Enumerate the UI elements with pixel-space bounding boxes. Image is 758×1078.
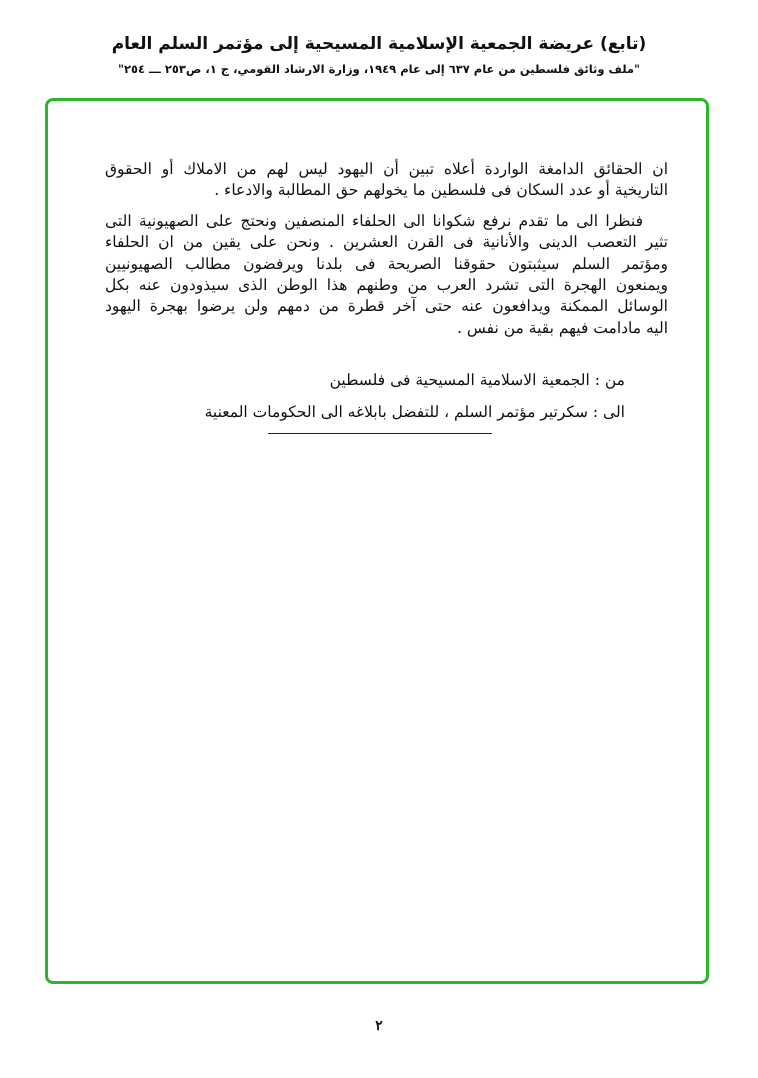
paragraph-2-line: فنظرا الى ما تقدم نرفع شكوانا الى الحلفاء المنصفين ونحتج على الصهيونية التى — [105, 212, 643, 230]
paragraph-1-line: التاريخية أو عدد السكان فى فلسطين ما يخولهم حق المطالبة والادعاء . — [214, 181, 668, 199]
to-line: الى : سكرتير مؤتمر السلم ، للتفضل بابلاغه الى الحكومات المعنية — [204, 403, 625, 421]
paragraph-2-line: ويمنعون الهجرة التى تشرد العرب من وطنهم هذا الوطن الذى سيذودون عنه بكل — [105, 276, 668, 294]
paragraph-2-line: الوسائل الممكنة ويدافعون عنه حتى آخر قطرة من دمهم ولن يرضوا بهجرة اليهود — [105, 297, 668, 315]
paragraph-2-line: اليه مادامت فيهم بقية من نفس . — [457, 319, 668, 337]
paragraph-2-line: تثير التعصب الدينى والأنانية فى القرن العشرين . ونحن على يقين من ان الحلفاء — [105, 233, 668, 251]
divider — [268, 433, 492, 434]
document-frame — [45, 98, 709, 984]
source-citation: "ملف وثائق فلسطين من عام ٦٣٧ إلى عام ١٩٤٩، وزارة الارشاد القومي، ج ١، ص٢٥٣ ـــ ٢٥٤" — [117, 62, 641, 76]
paragraph-1-line: ان الحقائق الدامغة الواردة أعلاه تبين أن اليهود ليس لهم من الاملاك أو الحقوق — [105, 160, 668, 178]
page-title: (تابع) عريضة الجمعية الإسلامية المسيحية إلى مؤتمر السلم العام — [111, 34, 647, 54]
from-line: من : الجمعية الاسلامية المسيحية فى فلسطين — [329, 371, 625, 389]
paragraph-2-line: ومؤتمر السلم سيثبتون حقوقنا الصريحة فى بلدنا ويرفضون مطالب الصهيونيين — [105, 255, 668, 273]
page-number: ٢ — [375, 1018, 383, 1034]
